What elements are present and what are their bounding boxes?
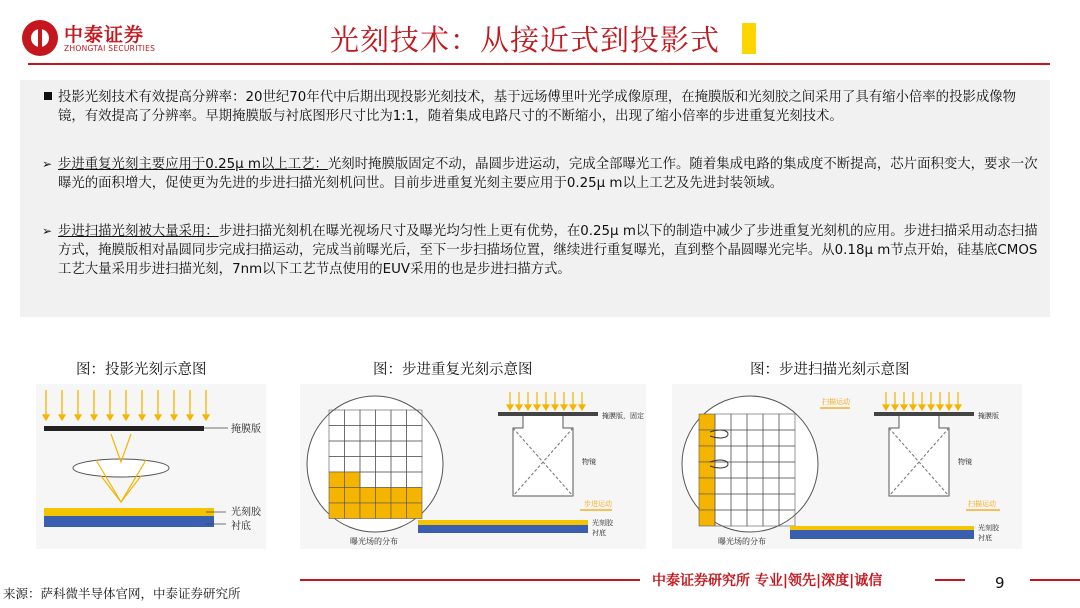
logo-mark-icon: [22, 20, 58, 56]
photoresist-layer: [418, 520, 588, 525]
figure3-diagram: [672, 384, 1022, 549]
field-label: 曝光场的分布: [718, 537, 766, 546]
footer-rule-left: [300, 579, 640, 581]
lens-label: 物镜: [582, 458, 596, 466]
mask-label: 掩膜版: [978, 412, 999, 420]
mask-plate: [874, 412, 974, 416]
scan-label-bottom: 扫描运动: [968, 500, 996, 508]
photoresist-layer: [790, 526, 974, 530]
arrow-bullet-icon: ➢: [42, 224, 53, 238]
mask-fixed-label: 掩膜版，固定: [602, 412, 644, 420]
substrate-layer: [418, 525, 588, 533]
mask-label: 掩膜版: [231, 424, 261, 435]
footer-slogan: 中泰证券研究所 专业|领先|深度|诚信: [652, 573, 883, 589]
page-number: 9: [995, 574, 1005, 592]
paragraph-step-scan: [36, 222, 1041, 279]
company-logo: [22, 18, 172, 60]
photoresist-label: 光刻胶: [231, 507, 261, 518]
paragraph-lead: 步进扫描光刻被大量采用：: [58, 224, 219, 239]
scan-label-top: 扫描运动: [822, 398, 850, 406]
paragraph-projection: [36, 88, 1041, 126]
figure3-title: 图：步进扫描光刻示意图: [750, 362, 910, 378]
mask-plate: [44, 426, 204, 431]
photoresist-label: 光刻胶: [978, 524, 999, 532]
substrate-label: 衬底: [231, 521, 251, 532]
paragraph-text: 步进扫描光刻机在曝光视场尺寸及曝光均匀性上更有优势，在0.25μ m以下的制造中减少了步进重复光刻机的应用。步进扫描采用动态扫描方式，掩膜版相对晶圆同步完成扫描运动，完成当前曝光后，至下一步扫描场位置，继续进行重复曝光，直到整个晶圆曝光完毕。从0.18μ m节点开始，硅基底CMOS工艺大量采用步进扫描光刻，7nm以下工艺节点使用的EUV采用的也是步进扫描方式。: [58, 224, 1038, 277]
figure2-title: 图：步进重复光刻示意图: [373, 362, 533, 378]
paragraph-step-repeat: [36, 155, 1041, 193]
figure2-diagram: [300, 384, 646, 549]
substrate-layer: [790, 530, 974, 539]
logo-en-text: ZHONGTAI SECURITIES: [64, 44, 156, 53]
figure1-title: 图：投影光刻示意图: [76, 362, 207, 378]
paragraph-lead: 步进重复光刻主要应用于0.25μ m以上工艺：: [58, 157, 328, 172]
substrate-label: 衬底: [592, 529, 606, 537]
substrate-layer: [44, 516, 214, 527]
paragraph-text: 光刻时掩膜版固定不动，晶圆步进运动，完成全部曝光工作。随着集成电路的集成度不断提高，芯片面积变大，要求一次曝光的面积增大，促使更为先进的步进扫描光刻机问世。目前步进重复光刻主要应用于0.25μ m以上工艺及先进封装领域。: [58, 157, 1038, 191]
title-divider: [28, 63, 1050, 65]
field-label: 曝光场的分布: [350, 537, 398, 546]
photoresist-layer: [44, 508, 214, 516]
arrow-bullet-icon: ➢: [42, 157, 53, 171]
square-bullet-icon: [44, 92, 52, 100]
step-label: 步进运动: [584, 500, 612, 508]
lens-label: 物镜: [958, 458, 972, 466]
paragraph-text: 投影光刻技术有效提高分辨率：20世纪70年代中后期出现投影光刻技术，基于远场傅里叶光学成像原理，在掩膜版和光刻胶之间采用了具有缩小倍率的投影成像物镜，有效提高了分辨率。早期掩膜版与衬底图形尺寸比为1:1，随着集成电路尺寸的不断缩小，出现了缩小倍率的步进重复光刻技术。: [58, 90, 1017, 124]
figure1-diagram: [36, 384, 266, 549]
page-title: 光刻技术：从接近式到投影式: [330, 23, 721, 57]
photoresist-label: 光刻胶: [592, 519, 613, 527]
source-note: 来源：萨科微半导体官网，中泰证券研究所: [3, 586, 241, 601]
footer-rule-right: [1030, 579, 1080, 581]
title-highlight-mark: [742, 23, 756, 54]
logo-cn-text: 中泰证券: [64, 24, 145, 46]
substrate-label: 衬底: [978, 534, 992, 542]
footer-rule-mid: [935, 579, 965, 581]
mask-plate: [498, 412, 598, 416]
